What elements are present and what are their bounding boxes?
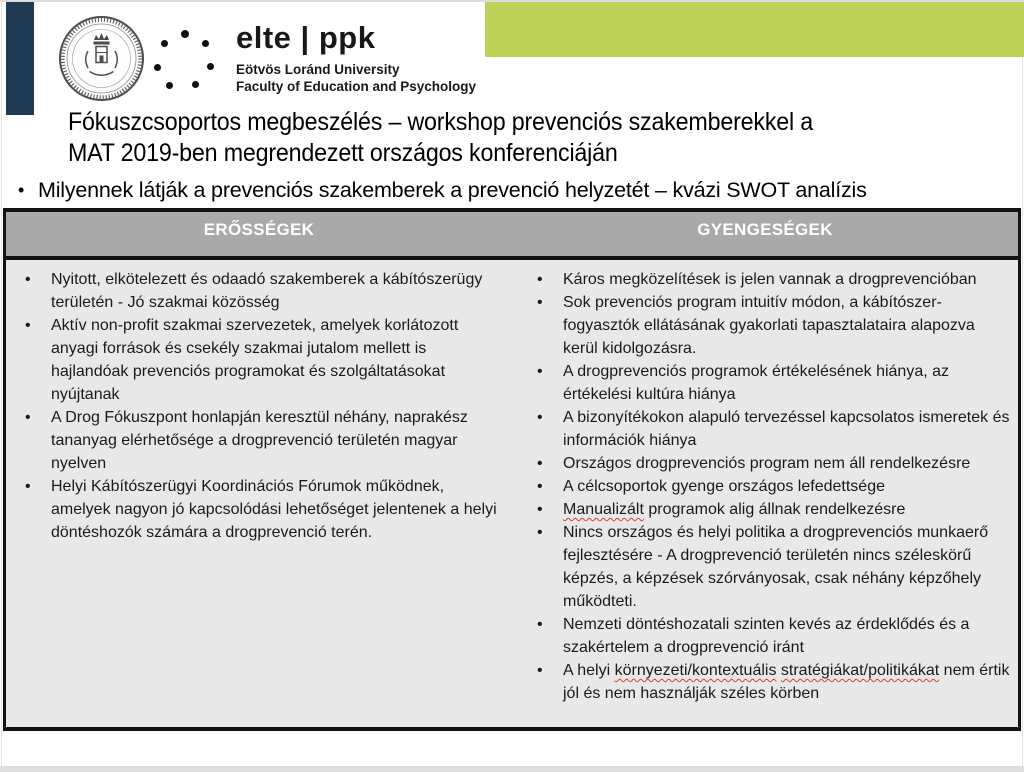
brand-block <box>236 20 476 95</box>
brand-wordmark: elte | ppk <box>236 20 376 55</box>
weaknesses-list <box>524 268 1012 705</box>
weakness-item-text: Nemzeti döntéshozatali szinten kevés az érdeklődés és a szakértelem a drogprevenció iránt <box>563 616 970 656</box>
strengths-list <box>12 268 506 544</box>
strength-item <box>12 475 506 544</box>
elte-dots-logo-icon <box>150 22 220 94</box>
swot-table-header-row <box>3 208 1021 260</box>
strength-item <box>12 268 506 314</box>
page-edge-left <box>1 2 2 766</box>
strength-item-text: Aktív non-profit szakmai szervezetek, amelyek korlátozott anyagi források és csekély szakmai jutalom mellett is hajlandóak prevenciós programokat és szolgáltatásokat nyújtanak <box>51 317 459 403</box>
slide-title-line1: Fókuszcsoportos megbeszélés – workshop prevenciós szakemberekkel a <box>68 108 814 136</box>
weakness-item-text: A célcsoportok gyenge országos lefedettsége <box>563 478 885 495</box>
weakness-item <box>524 406 1012 452</box>
weakness-item-text: Országos drogprevenciós program nem áll rendelkezésre <box>563 455 971 472</box>
weakness-item <box>524 452 1012 475</box>
weakness-item <box>524 475 1012 498</box>
subtitle-bullet-line <box>18 178 867 203</box>
strength-item <box>12 406 506 475</box>
subtitle-text: Milyennek látják a prevenciós szakemberek a prevenció helyzetét – kvázi SWOT analízis <box>38 178 867 202</box>
weakness-item-text: A helyi környezeti/kontextuális stratégiákat/politikákat nem értik jól és nem használják széles körben <box>563 662 1010 702</box>
weakness-item-text: A drogprevenciós programok értékelésének hiánya, az értékelési kultúra hiánya <box>563 363 949 403</box>
strength-item-text: Helyi Kábítószerügyi Koordinációs Fórumok működnek, amelyek nagyon jó kapcsolódási lehetőséget jelentenek a helyi döntéshozók számára a drogprevenció terén. <box>51 478 497 541</box>
slide-title-line2: MAT 2019-ben megrendezett országos konferenciáján <box>68 138 618 167</box>
weakness-item-text: Nincs országos és helyi politika a drogprevenciós munkaerő fejlesztésére - A drogprevenció területén nincs széleskörű képzés, a képzések szórványosak, csak néhány képzőhely működteti. <box>563 524 989 610</box>
university-seal-icon <box>58 15 145 102</box>
column-header-strengths: ERŐSSÉGEK <box>203 220 315 239</box>
weakness-item-text: Sok prevenciós program intuitív módon, a kábítószer-fogyasztók ellátásának gyakorlati tapasztalataira alapozva kerül kidolgozásra. <box>563 294 975 357</box>
top-right-accent-bar <box>485 2 1024 57</box>
weakness-item <box>524 360 1012 406</box>
weakness-item-text: Káros megközelítések is jelen vannak a drogprevencióban <box>563 271 977 288</box>
weakness-item <box>524 291 1012 360</box>
weakness-item <box>524 498 1012 521</box>
page-edge-right <box>1022 58 1023 766</box>
brand-university-line: Eötvös Loránd University <box>236 62 400 77</box>
left-accent-bar <box>6 2 34 115</box>
swot-table <box>3 208 1021 731</box>
strength-item <box>12 314 506 406</box>
weakness-item <box>524 613 1012 659</box>
strength-item-text: A Drog Fókuszpont honlapján keresztül néhány, naprakész tananyag elérhetősége a drogprevenció területén magyar nyelven <box>51 409 468 472</box>
weakness-item <box>524 268 1012 291</box>
weakness-item <box>524 659 1012 705</box>
weakness-item-text: A bizonyítékokon alapuló tervezéssel kapcsolatos ismeretek és információk hiánya <box>563 409 1010 449</box>
weakness-item-text: Manualizált programok alig állnak rendelkezésre <box>563 501 906 518</box>
page-edge-bottom <box>0 766 1024 772</box>
slide-title <box>68 107 813 168</box>
column-header-weaknesses: GYENGESÉGEK <box>697 220 833 239</box>
weaknesses-cell <box>512 260 1018 727</box>
bullet-glyph: • <box>18 180 25 200</box>
brand-faculty-line: Faculty of Education and Psychology <box>236 78 477 94</box>
swot-table-body <box>3 260 1021 731</box>
strength-item-text: Nyitott, elkötelezett és odaadó szakemberek a kábítószerügy területén - Jó szakmai közösség <box>51 271 483 311</box>
strengths-cell <box>6 260 512 727</box>
weakness-item <box>524 521 1012 613</box>
